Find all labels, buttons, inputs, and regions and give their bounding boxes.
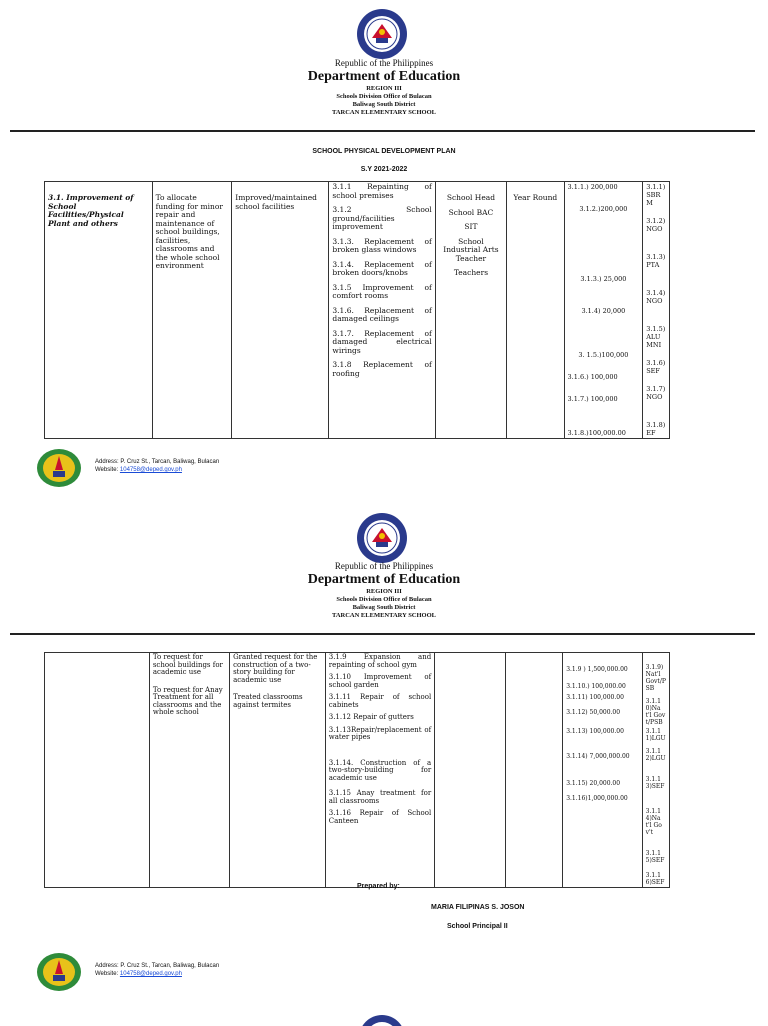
- output-cell: [232, 182, 329, 439]
- objective-item: To request for school buildings for academic use: [152, 653, 223, 676]
- header-divider: [10, 130, 755, 132]
- area-cell: [45, 182, 153, 439]
- area-text: 3.1. Improvement of School Facilities/Physical Plant and others: [48, 193, 134, 228]
- letterhead: [0, 561, 768, 620]
- budget-cell: [564, 182, 643, 439]
- person-item: SIT: [464, 222, 478, 231]
- person-item: Teachers: [453, 268, 489, 277]
- district-text: Baliwag South District: [352, 101, 416, 108]
- activities-cell: [325, 653, 434, 888]
- header-divider: [10, 633, 755, 635]
- budget-item: 3.1.15) 20,000.00: [566, 780, 621, 787]
- activity-item: 3.1.11 Repair of school cabinets: [328, 693, 432, 709]
- footer-page1: [36, 448, 436, 488]
- region-text: REGION III: [366, 588, 402, 595]
- activity-item: 3.1.14. Construction of a two-story-building for academic use: [328, 758, 432, 782]
- deped-seal-icon: [356, 8, 408, 60]
- objective-cell: [149, 653, 229, 888]
- source-cell: [643, 182, 670, 439]
- district-text: Baliwag South District: [352, 604, 416, 611]
- republic-text: Republic of the Philippines: [334, 58, 434, 68]
- deped-seal-partial-icon: [358, 1014, 406, 1026]
- footer-page2: [36, 952, 436, 992]
- budget-item: 3.1.8.)100,000.00: [567, 429, 626, 437]
- website-label: Website:: [95, 467, 119, 473]
- budget-item: 3.1.10.) 100,000.00: [566, 683, 626, 690]
- letterhead: [0, 58, 768, 117]
- plan-year: S.Y 2021-2022: [360, 166, 408, 173]
- person-item: School Head: [446, 193, 496, 202]
- budget-item: 3.1.16)1,000,000.00: [566, 795, 628, 802]
- source-item: 3.1.5)ALUMNI: [646, 325, 666, 349]
- persons-cell: [435, 653, 506, 888]
- objective-cell: [152, 182, 232, 439]
- timeframe-cell: [507, 182, 564, 439]
- budget-item: 3. 1.5.)100,000: [578, 351, 629, 359]
- budget-item: 3.1.3.) 25,000: [580, 275, 627, 283]
- output-item: Treated classrooms against termites: [233, 693, 303, 709]
- division-text: Schools Division Office of Bulacan: [336, 596, 432, 603]
- source-item: 3.1.12)LGU: [645, 748, 666, 762]
- persons-cell: [435, 182, 506, 439]
- website-link[interactable]: 104758@deped.gov.ph: [119, 971, 182, 977]
- output-item: Granted request for the construction of a two-story building for academic use: [233, 653, 318, 684]
- signatory-position: School Principal II: [447, 923, 508, 930]
- budget-item: 3.1.6.) 100,000: [567, 373, 618, 381]
- region-text: REGION III: [366, 85, 402, 92]
- plan-title: SCHOOL PHYSICAL DEVELOPMENT PLAN: [312, 148, 456, 155]
- activity-item: 3.1.10 Improvement of school garden: [328, 673, 432, 689]
- school-logo-icon: [36, 448, 82, 488]
- source-item: 3.1.11)LGU: [645, 728, 666, 742]
- source-item: 3.1.10)Nat'l Govt/PSB: [645, 698, 666, 726]
- activity-item: 3.1.2 School ground/facilities improvement: [332, 205, 432, 231]
- website-label: Website:: [95, 971, 119, 977]
- source-item: 3.1.9)Nat'l Govt/PSB: [645, 664, 666, 692]
- activity-item: 3.1.6. Replacement of damaged ceilings: [332, 305, 432, 323]
- school-name: TARCAN ELEMENTARY SCHOOL: [331, 109, 437, 116]
- department-title: Department of Education: [307, 572, 461, 587]
- address-text: Address: P. Cruz St., Tarcan, Baliwag, Bulacan: [95, 459, 220, 465]
- person-item: School Industrial Arts Teacher: [443, 236, 499, 263]
- source-item: 3.1.3)PTA: [646, 253, 666, 269]
- source-item: 3.1.16)SEF: [645, 872, 665, 886]
- source-item: 3.1.13)SEF: [645, 776, 665, 790]
- division-text: Schools Division Office of Bulacan: [336, 93, 432, 100]
- address-text: Address: P. Cruz St., Tarcan, Baliwag, Bulacan: [95, 963, 220, 969]
- budget-item: 3.1.4) 20,000: [581, 307, 626, 315]
- school-name: TARCAN ELEMENTARY SCHOOL: [331, 612, 437, 619]
- timeframe-cell: [505, 653, 562, 888]
- signatory-name: MARIA FILIPINAS S. JOSON: [431, 904, 525, 911]
- output-text: Improved/maintained school facilities: [235, 193, 317, 211]
- source-item: 3.1.15)SEF: [645, 850, 665, 864]
- timeframe-text: Year Round: [513, 193, 558, 202]
- activity-item: 3.1.8 Replacement of roofing: [332, 360, 432, 378]
- activities-cell: [329, 182, 435, 439]
- activity-item: 3.1.3. Replacement of broken glass windows: [332, 236, 432, 254]
- activity-item: 3.1.12 Repair of gutters: [328, 713, 414, 721]
- activity-item: 3.1.5 Improvement of comfort rooms: [332, 282, 432, 300]
- prepared-by-label: Prepared by:: [357, 883, 400, 890]
- address-block: [95, 962, 219, 978]
- activity-item: 3.1.15 Anay treatment for all classrooms: [328, 789, 432, 805]
- republic-text: Republic of the Philippines: [334, 561, 434, 571]
- source-cell: [642, 653, 669, 888]
- deped-seal-icon: [356, 512, 408, 564]
- source-item: 3.1.14)Nat'l Gov't: [645, 808, 662, 836]
- source-item: 3.1.1)SBRM: [646, 183, 666, 207]
- activity-item: 3.1.7. Replacement of damaged electrical wirings: [332, 328, 432, 355]
- address-block: [95, 458, 219, 474]
- budget-item: 3.1.1.) 200,000: [567, 183, 618, 191]
- person-item: School BAC: [448, 207, 494, 217]
- plan-table-page2: [44, 652, 670, 888]
- area-cell: [45, 653, 150, 888]
- source-item: 3.1.4)NGO: [646, 289, 666, 305]
- source-item: 3.1.2)NGO: [646, 217, 666, 233]
- source-item: 3.1.7)NGO: [646, 385, 666, 401]
- source-item: 3.1.6)SEF: [646, 359, 666, 375]
- objective-item: To request for Anay Treatment for all classrooms and the whole school: [152, 685, 223, 716]
- budget-item: 3.1.13) 100,000.00: [566, 728, 624, 735]
- source-item: 3.1.8)EF: [646, 421, 666, 437]
- activity-item: 3.1.1 Repainting of school premises: [332, 182, 432, 200]
- department-title: Department of Education: [307, 69, 461, 84]
- budget-item: 3.1.9 ) 1,500,000.00: [566, 666, 628, 673]
- school-logo-icon: [36, 952, 82, 992]
- budget-item: 3.1.14) 7,000,000.00: [566, 753, 630, 760]
- budget-item: 3.1.12) 50,000.00: [566, 709, 621, 716]
- budget-item: 3.1.2.)200,000: [579, 205, 628, 213]
- plan-table-page1: [44, 181, 670, 439]
- budget-cell: [563, 653, 642, 888]
- activity-item: 3.1.16 Repair of School Canteen: [328, 809, 432, 825]
- activity-item: 3.1.13Repair/replacement of water pipes: [328, 725, 432, 741]
- budget-item: 3.1.7.) 100,000: [567, 395, 618, 403]
- website-link[interactable]: 104758@deped.gov.ph: [119, 467, 182, 473]
- budget-item: 3.1.11) 100,000.00: [566, 694, 624, 701]
- objective-text: To allocate funding for minor repair and maintenance of school buildings, facilities, classrooms and the whole school environment: [155, 193, 223, 270]
- activity-item: 3.1.9 Expansion and repainting of school gym: [328, 653, 432, 669]
- output-cell: [230, 653, 326, 888]
- activity-item: 3.1.4. Replacement of broken doors/knobs: [332, 259, 432, 277]
